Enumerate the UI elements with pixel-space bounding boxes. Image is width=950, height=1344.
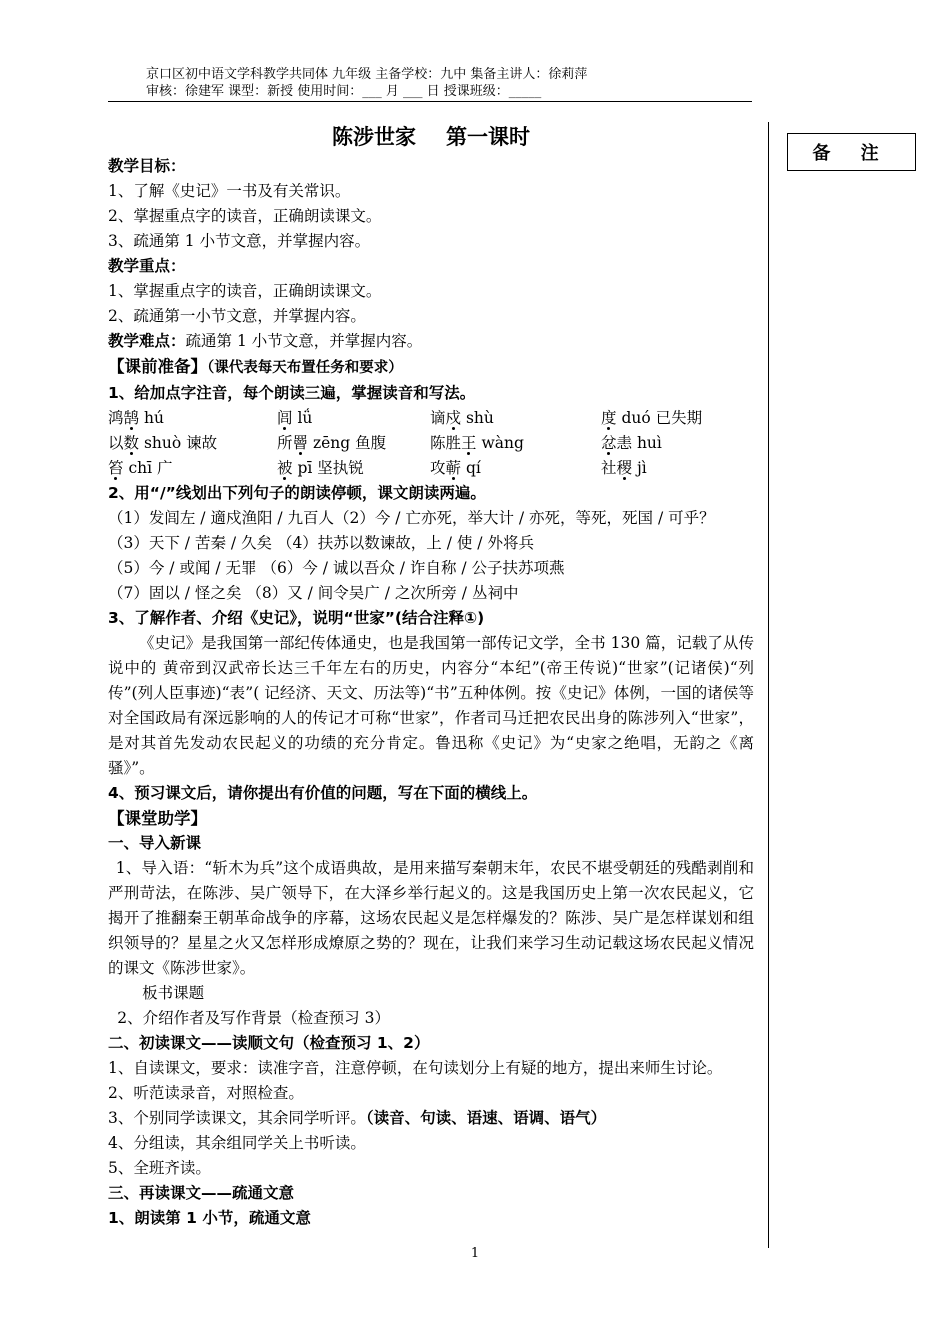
pinyin-item: 忿恚 huì bbox=[601, 434, 662, 452]
difficulty-row bbox=[108, 329, 754, 354]
pinyin-item: 谪戍 shù bbox=[430, 409, 494, 427]
main-content bbox=[108, 122, 754, 1231]
board-title-note: 板书课题 bbox=[142, 984, 205, 1002]
header-rule bbox=[108, 101, 752, 102]
pause-line: （3）天下 / 苦秦 / 久矣 （4）扶苏以数谏故，上 / 使 / 外将兵 bbox=[108, 534, 534, 552]
part2-item: 4、分组读，其余组同学关上书听读。 bbox=[108, 1134, 366, 1152]
pinyin-item: 社稷 jì bbox=[601, 459, 647, 477]
page-number: 1 bbox=[470, 1246, 480, 1261]
key-points-label: 教学重点： bbox=[108, 257, 186, 275]
prep-task-1: 1、给加点字注音，每个朗读三遍，掌握读音和写法。 bbox=[108, 384, 476, 402]
prep-task-4: 4、预习课文后，请你提出有价值的问题，写在下面的横线上。 bbox=[108, 784, 538, 802]
pinyin-item: 鸿鹄 hú bbox=[108, 409, 164, 427]
header-line-2: 审核：徐建军 课型：新授 使用时间：___ 月 ___ 日 授课班级：_____ bbox=[146, 84, 542, 99]
pinyin-item: 度 duó 已失期 bbox=[601, 409, 703, 427]
margin-divider bbox=[768, 122, 769, 1248]
pinyin-item: 陈胜王 wàng bbox=[430, 434, 524, 452]
part2-item: 5、全班齐读。 bbox=[108, 1159, 211, 1177]
prep-heading-note: （课代表每天布置任务和要求） bbox=[207, 360, 403, 376]
notes-box: 备 注 bbox=[787, 133, 916, 171]
pinyin-item: 所罾 zēng 鱼腹 bbox=[277, 434, 387, 452]
objective-item: 2、掌握重点字的读音，正确朗读课文。 bbox=[108, 207, 382, 225]
difficulty-label: 教学难点： bbox=[108, 332, 186, 350]
pinyin-item: 被 pī 坚执锐 bbox=[277, 459, 364, 477]
pause-line: （7）固以 / 怪之矣 （8）又 / 间令吴广 / 之次所旁 / 丛祠中 bbox=[108, 584, 519, 602]
part2-item-3: 3、个别同学读课文，其余同学听评。（读音、句读、语速、语调、语气） bbox=[108, 1109, 607, 1127]
part3-item-1: 1、朗读第 1 小节，疏通文意 bbox=[108, 1209, 311, 1227]
pinyin-item: 攻蕲 qí bbox=[430, 459, 481, 477]
objectives-label: 教学目标： bbox=[108, 157, 186, 175]
page-title bbox=[108, 122, 754, 152]
pinyin-item: 笞 chī 广 bbox=[108, 459, 173, 477]
title-sub: 第一课时 bbox=[446, 125, 530, 149]
pause-line: （5）今 / 或闻 / 无罪 （6）今 / 诚以吾众 / 诈自称 / 公子扶苏项燕 bbox=[108, 559, 565, 577]
key-point-item: 2、疏通第一小节文意，并掌握内容。 bbox=[108, 307, 366, 325]
pinyin-grid bbox=[108, 406, 754, 481]
shiji-paragraph: 《史记》是我国第一部纪传体通史，也是我国第一部传记文学，全书 130 篇，记载了从传说中的 黄帝到汉武帝长达三千年左右的历史，内容分“本纪”(帝王传说)“世家”(记诸侯)“列传”(列人臣事迹)“表”( 记经济、天文、历法等)“书”五种体例。按《史记》体例，一国的诸侯等对全国政局有深远影响的人的传记才可称“世家”，作者司马迁把农民出身的陈涉列入“世家”，是对其首先发动农民起义的功绩的充分肯定。鲁迅称《史记》为“史家之绝唱，无韵之《离骚》”。 bbox=[108, 634, 754, 777]
pinyin-item: 闾 lǘ bbox=[277, 409, 313, 427]
title-main: 陈涉世家 bbox=[332, 125, 416, 149]
intro-paragraph: 1、导入语：“斩木为兵”这个成语典故，是用来描写秦朝末年，农民不堪受朝廷的残酷剥削和严刑苛法，在陈涉、吴广领导下，在大泽乡举行起义的。这是我国历史上第一次农民起义，它揭开了推翻秦王朝革命战争的序幕，这场农民起义是怎样爆发的？陈涉、吴广是怎样谋划和组织领导的？星星之火又怎样形成燎原之势的？现在，让我们来学习生动记载这场农民起义情况的课文《陈涉世家》。 bbox=[108, 859, 754, 977]
part1-item-2: 2、介绍作者及写作背景（检查预习 3） bbox=[117, 1009, 390, 1027]
prep-heading-row bbox=[108, 354, 754, 381]
pause-line: （1）发闾左 / 適戍渔阳 / 九百人（2）今 / 亡亦死，举大计 / 亦死，等死，死国 / 可乎？ bbox=[108, 509, 715, 527]
part2-item: 1、自读课文，要求：读准字音，注意停顿，在句读划分上有疑的地方，提出来师生讨论。 bbox=[108, 1059, 723, 1077]
prep-heading: 【课前准备】 bbox=[108, 357, 207, 376]
prep-task-2: 2、用“/”线划出下列句子的朗读停顿，课文朗读两遍。 bbox=[108, 484, 486, 502]
part2-heading: 二、初读课文——读顺文句（检查预习 1、2） bbox=[108, 1034, 430, 1052]
part2-item: 2、听范读录音，对照检查。 bbox=[108, 1084, 304, 1102]
key-point-item: 1、掌握重点字的读音，正确朗读课文。 bbox=[108, 282, 382, 300]
part1-heading: 一、导入新课 bbox=[108, 834, 202, 852]
prep-task-3: 3、了解作者、介绍《史记》，说明“世家”(结合注释①) bbox=[108, 609, 485, 627]
difficulty-text: 疏通第 1 小节文意，并掌握内容。 bbox=[185, 332, 423, 350]
classroom-heading: 【课堂助学】 bbox=[108, 809, 207, 828]
header-line-1: 京口区初中语文学科教学共同体 九年级 主备学校：九中 集备主讲人：徐莉萍 bbox=[146, 67, 588, 82]
page-header bbox=[108, 66, 752, 102]
objective-item: 1、了解《史记》一书及有关常识。 bbox=[108, 182, 351, 200]
objective-item: 3、疏通第 1 小节文意，并掌握内容。 bbox=[108, 232, 371, 250]
pinyin-item: 以数 shuò 谏故 bbox=[108, 434, 218, 452]
part3-heading: 三、再读课文——疏通文意 bbox=[108, 1184, 295, 1202]
